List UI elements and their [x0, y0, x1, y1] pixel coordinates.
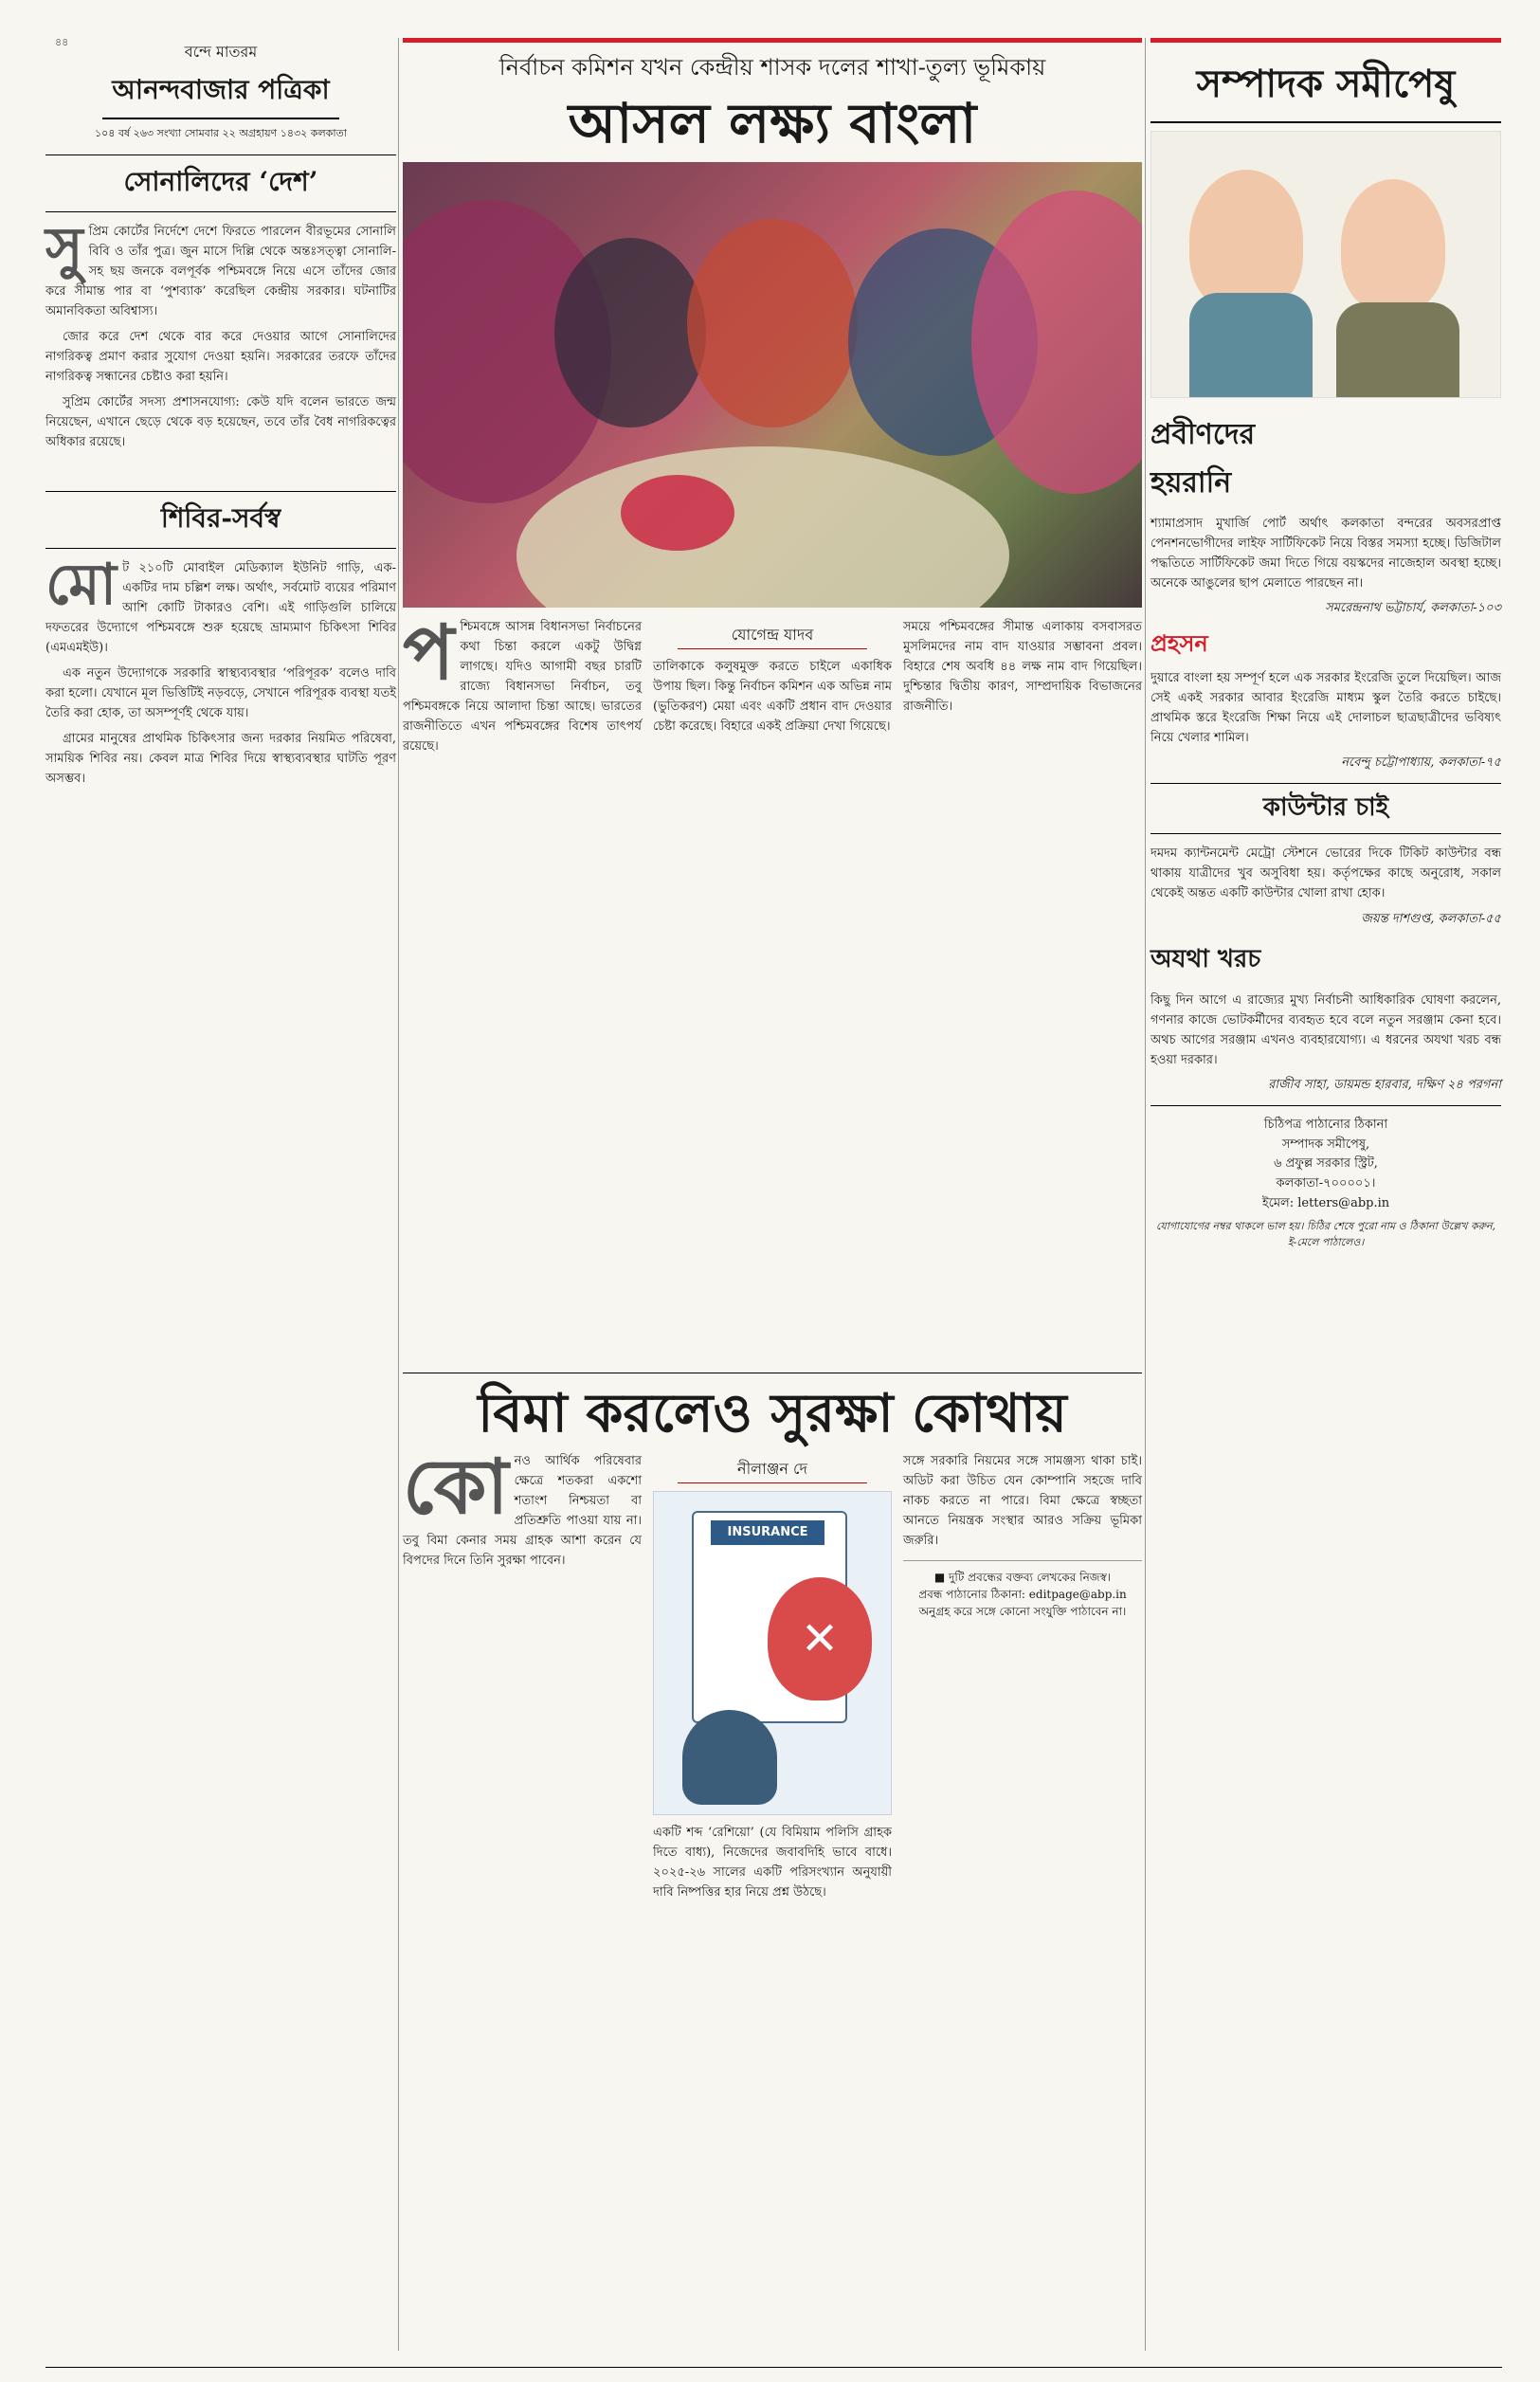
letter-author: রাজীব সাহা, ডায়মন্ড হারবার, দক্ষিণ ২৪ পরগনা — [1268, 1077, 1501, 1092]
masthead-meta: ১০৪ বর্ষ ২৬৩ সংখ্যা সোমবার ২২ অগ্রহায়ণ ১৪৩২ কলকাতা — [94, 127, 347, 139]
letter-body: কিছু দিন আগে এ রাজ্যের মুখ্য নির্বাচনী আধিকারিক ঘোষণা করলেন, গণনার কাজে ভোটকর্মীদের ব্যবহৃত হবে বলে নতুন সরঞ্জাম কেনা হবে। অথচ আগের সরঞ্জাম এখনও ব্যবহারযোগ্য। এ ধরনের অযথা খরচ বন্ধ হওয়া দরকার। — [1150, 992, 1501, 1067]
address-line: ৬ প্রফুল্ল সরকার স্ট্রিট, — [1274, 1156, 1378, 1172]
letter-author: নবেন্দু চট্টোপাধ্যায়, কলকাতা-৭৫ — [1341, 755, 1501, 771]
address-note: যোগাযোগের নম্বর থাকলে ভাল হয়। চিঠির শেষে পুরো নাম ও ঠিকানা উল্লেখ করুন, ই-মেলে পাঠালেও। — [1155, 1219, 1496, 1249]
page-number: ৪৪ — [55, 36, 69, 48]
story-text: একটি শব্দ ‘রেশিয়ো’ (যে বিমিয়াম পলিসি গ্রাহক দিতে বাধ্য), নিজেদের জবাবদিহি ভাবে বাধে। ২০২৫-২৬ সালের একটি পরিসংখ্যান অনুযায়ী দাবি নিষ্পত্তির হার নিয়ে প্রশ্ন উঠছে। — [653, 1825, 892, 1900]
story-text: তালিকাকে কলুষমুক্ত করতে চাইলে একাধিক উপায় ছিল। কিন্তু নির্বাচন কমিশন এক অভিন্ন নাম (ভুতিকরণ) মেয়া এবং একটি প্রধান বাদ দেওয়ার চেষ্টা করেছে। বিহারে একই প্রক্রিয়া দেখা গিয়েছে। — [653, 659, 892, 734]
story-kicker: নির্বাচন কমিশন যখন কেন্দ্রীয় শাসক দলের শাখা-তুল্য ভূমিকায় — [498, 54, 1046, 81]
letters-header: সম্পাদক সমীপেষু — [1150, 50, 1501, 123]
red-rule — [1150, 38, 1501, 43]
denied-shield-icon: ✕ — [768, 1577, 872, 1700]
letter-title-line: হয়রানি — [1150, 466, 1232, 500]
footnote-line: ■ দুটি প্রবন্ধের বক্তব্য লেখকের নিজস্ব। — [933, 1570, 1112, 1584]
second-byline: নীলাঞ্জন দে — [678, 1457, 867, 1483]
masthead-name: আনন্দবাজার পত্রিকা — [102, 69, 339, 119]
editorial-title: সোনালিদের ‘দেশ’ — [45, 155, 396, 212]
insurance-label: INSURANCE — [711, 1520, 824, 1545]
story-text: শ্চিমবঙ্গে আসন্ন বিধানসভা নির্বাচনের কথা চিন্তা করলে একটু উদ্বিগ্ন লাগছে। যদিও আগামী বছর চারটি রাজ্যে বিধানসভা নির্বাচন, তবু পশ্চিমবঙ্গকে নিয়ে আলাদা চিন্তা আছে। ভারতের রাজনীতিতে এখন পশ্চিমবঙ্গের বিশেষ তাৎপর্য রয়েছে। — [403, 619, 642, 755]
editorial-paragraph: গ্রামের মানুষের প্রাথমিক চিকিৎসার জন্য দরকার নিয়মিত পরিষেবা, সাময়িক শিবির নয়। কেবল মাত্র শিবির দিয়ে স্বাস্থ্যব্যবস্থার ঘাটতি পূরণ অসম্ভব। — [45, 731, 396, 786]
footer-rule — [45, 2367, 1502, 2368]
dropcap: কো — [403, 1441, 509, 1531]
letter-title — [1150, 411, 1501, 508]
story-photo — [403, 162, 1142, 608]
story-text: নও আর্থিক পরিষেবার ক্ষেত্রে শতকরা একশো শতাংশ নিশ্চয়তা বা প্রতিশ্রুতি পাওয়া যায় না। তবু বিমা কেনার সময় গ্রাহক আশা করেন যে বিপদের দিনে তিনি সুরক্ষা পাবেন। — [403, 1453, 642, 1568]
address-line: ইমেল: letters@abp.in — [1261, 1195, 1390, 1210]
address-box — [1150, 1105, 1501, 1251]
insurance-illustration — [653, 1491, 892, 1815]
letter-title: কাউন্টার চাই — [1150, 783, 1501, 834]
right-column — [1150, 38, 1501, 1251]
letter-body: শ্যামাপ্রসাদ মুখার্জি পোর্ট অর্থাৎ কলকাতা বন্দরের অবসরপ্রাপ্ত পেনশনভোগীদের লাইফ সার্টিফিকেট নিয়ে বিস্তর সমস্যা হচ্ছে। ডিজিটাল পদ্ধতিতে সার্টিফিকেট জমা দিতে গিয়ে বয়স্কদের নাজেহাল অবস্থা হচ্ছে। অনেকে আঙুলের ছাপ মেলাতে পারছেন না। — [1150, 517, 1501, 591]
letter-author: সমরেন্দ্রনাথ ভট্টাচার্য, কলকাতা-১০৩ — [1325, 601, 1501, 616]
masthead-motto: বন্দে মাতরম — [184, 43, 258, 61]
editorial-paragraph: ট ২১০টি মোবাইল মেডিক্যাল ইউনিট গাড়ি, এক-একটির দাম চল্লিশ লক্ষ। অর্থাৎ, সর্বমোট ব্যয়ের পরিমাণ আশি কোটি টাকারও বেশি। এই গাড়িগুলি চালিয়ে দফতরের উদ্যোগে পশ্চিমবঙ্গে শুরু হয়েছে ভ্রাম্যমাণ চিকিৎসা শিবির (এমএমইউ)। — [45, 560, 396, 655]
dropcap: মো — [45, 551, 118, 618]
editorial-paragraph: প্রিম কোর্টের নির্দেশে দেশে ফিরতে পারলেন বীরভূমের সোনালি বিবি ও তাঁর পুত্র। জুন মাসে দিল্লি থেকে অন্তঃসত্ত্বা সোনালি-সহ ছয় জনকে বলপূর্বক পশ্চিমবঙ্গে নিয়ে এসে তাঁদের জোর করে সীমান্ত পার বা ‘পুশব্যাক’ করেছিল কেন্দ্রীয় সরকার। ঘটনাটির অমানবিকতা অবিশ্বাস্য। — [45, 225, 396, 319]
column-divider — [398, 38, 399, 2351]
elderly-illustration — [1150, 131, 1501, 398]
letter-body: দমদম ক্যান্টনমেন্ট মেট্রো স্টেশনে ভোরের দিকে টিকিট কাউন্টার বন্ধ থাকায় যাত্রীদের খুব অসুবিধা হয়। কর্তৃপক্ষের কাছে অনুরোধ, সকাল থেকেই অন্তত একটি কাউন্টার খোলা রাখা হোক। — [1150, 846, 1501, 901]
footnote-line: প্রবন্ধ পাঠানোর ঠিকানা: editpage@abp.in — [918, 1587, 1127, 1601]
story-byline: যোগেন্দ্র যাদব — [678, 623, 867, 649]
main-column — [403, 38, 1142, 1900]
editorial-title: শিবির-সর্বস্ব — [45, 491, 396, 549]
editorial-paragraph: সুপ্রিম কোর্টের সদস্য প্রশাসনযোগ্য: কেউ যদি বলেন ভারতে জন্ম নিয়েছেন, এখানে ছেড়ে থেকে বড় হয়েছেন, তবে তাঁর বৈধ নাগরিকত্বের অধিকার রয়েছে। — [45, 395, 396, 450]
red-rule — [403, 38, 1142, 43]
dropcap: প — [403, 607, 455, 697]
second-headline: বিমা করলেও সুরক্ষা কোথায় — [403, 1373, 1142, 1444]
story-text: সময়ে পশ্চিমবঙ্গের সীমান্ত এলাকায় বসবাসরত মুসলিমদের নাম বাদ যাওয়ার সম্ভাবনা প্রবল। বিহারে শেষ অবধি ৪৪ লক্ষ নাম বাদ গিয়েছিল। দুশ্চিন্তার দ্বিতীয় কারণ, সাম্প্রদায়িক বিভাজনের রাজনীতি। — [903, 619, 1142, 714]
left-column — [45, 38, 396, 794]
editorial-paragraph: জোর করে দেশ থেকে বার করে দেওয়ার আগে সোনালিদের নাগরিকত্ব প্রমাণ করার সুযোগ দেওয়া হয়নি। সরকারের তরফে তাঁদের নাগরিকত্ব সন্ধানের চেষ্টাও করা হয়নি। — [45, 330, 396, 385]
story-headline: আসল লক্ষ্য বাংলা — [568, 91, 977, 155]
column-divider — [1145, 38, 1146, 2351]
editorial-paragraph: এক নতুন উদ্যোগকে সরকারি স্বাস্থ্যব্যবস্থার ‘পরিপূরক’ বলেও দাবি করা হলো। যেখানে মূল ভিত্তিটিই নড়বড়ে, সেখানে পরিপূরক ব্যবস্থা যতই তৈরি করা হোক, তা অসম্পূর্ণই থেকে যায়। — [45, 665, 396, 720]
footnote — [903, 1560, 1142, 1620]
letter-title: অযথা খরচ — [1150, 944, 1261, 973]
letter-title: প্রহসন — [1150, 629, 1208, 658]
letter-title-line: প্রবীণদের — [1150, 418, 1256, 451]
dropcap: সু — [45, 215, 83, 282]
footnote-line: অনুগ্রহ করে সঙ্গে কোনো সংযুক্তি পাঠাবেন না। — [918, 1604, 1127, 1618]
address-line: সম্পাদক সমীপেষু, — [1281, 1136, 1370, 1152]
story-text: সঙ্গে সরকারি নিয়মের সঙ্গে সামঞ্জস্য থাকা চাই। অডিট করা উচিত যেন কোম্পানি সহজে দাবি নাকচ করতে না পারে। বিমা ক্ষেত্রে স্বচ্ছতা আনতে নিয়ন্ত্রক সংস্থার আরও সক্রিয় ভূমিকা জরুরি। — [903, 1453, 1142, 1548]
address-line: চিঠিপত্র পাঠানোর ঠিকানা — [1263, 1117, 1388, 1132]
letter-body: দুয়ারে বাংলা হয় সম্পূর্ণ হলে এক সরকার ইংরেজি তুলে দিয়েছিল। আজ সেই একই সরকার আবার ইংরেজি মাধ্যম স্কুল তৈরি করতে চাইছে। প্রাথমিক স্তরে ইংরেজি শিক্ষা নিয়ে এই দোলাচল ছাত্রছাত্রীদের ভবিষ্যৎ নিয়ে খেলার শামিল। — [1150, 671, 1501, 746]
letter-author: জয়ন্ত দাশগুপ্ত, কলকাতা-৫৫ — [1361, 911, 1501, 926]
address-line: কলকাতা-৭০০০০১। — [1276, 1176, 1376, 1191]
